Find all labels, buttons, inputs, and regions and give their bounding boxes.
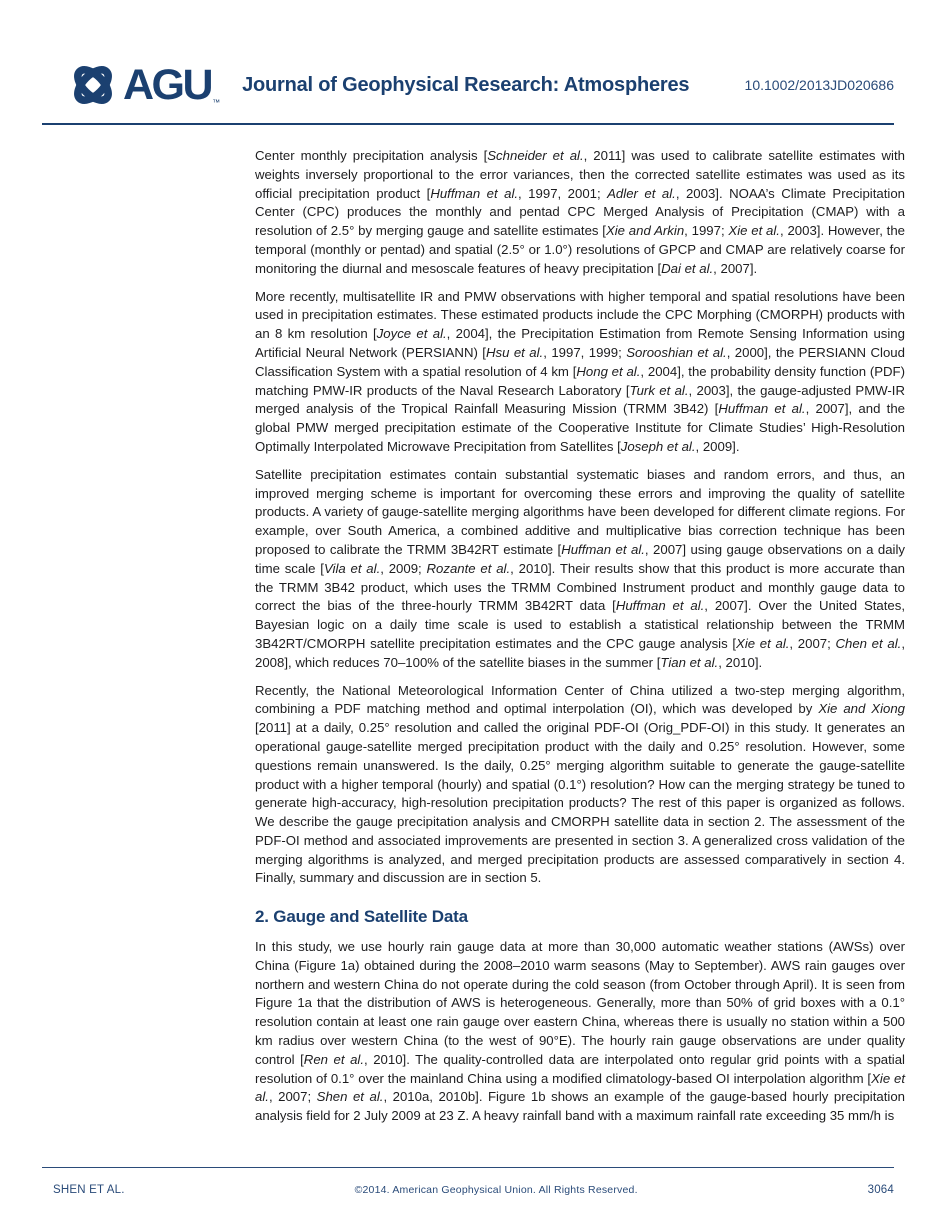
paragraph: Recently, the National Meteorological Information Center of China utilized a two-step merging algorithm, combining a PDF matching method and optimal interpolation (OI), which was developed by Xie and Xiong [2011] at a daily, 0.25° resolution and called the original PDF-OI (Orig_PDF-OI) in this study. It generates an operational gauge-satellite merged precipitation product with the daily and 0.25° resolution. However, some questions remain unanswered. Is the daily, 0.25° merging algorithm suitable to generate the gauge-satellite product with a higher temporal (hourly) and spatial (0.1°) resolution? How can the merging strategy be tuned to generate high-accuracy, high-resolution precipitation products? The rest of this paper is organized as follows. We describe the gauge precipitation analysis and CMORPH satellite data in section 2. The assessment of the PDF-OI method and associated improvements are presented in section 3. A generalized cross validation of the merging algorithms is analyzed, and merged precipitation products are assessed comparatively in section 4. Finally, summary and discussion are in section 5. <box>255 682 905 886</box>
citation-author: Huffman et al. <box>718 401 806 417</box>
citation-author: Xie et al. <box>736 635 790 651</box>
citation-author: Dai et al. <box>661 260 714 276</box>
section-heading: 2. Gauge and Satellite Data <box>255 907 468 927</box>
citation-author: Hsu et al. <box>485 344 544 360</box>
citation-author: Xie et al. <box>728 223 780 239</box>
journal-title: Journal of Geophysical Research: Atmospheres <box>242 73 690 96</box>
citation-author: Rozante et al. <box>426 560 511 576</box>
doi-text: 10.1002/2013JD020686 <box>744 77 894 93</box>
agu-logo-text: AGU <box>123 60 212 109</box>
article-body <box>255 147 905 1135</box>
footer-copyright: ©2014. American Geophysical Union. All Rights Reserved. <box>354 1184 638 1196</box>
citation-author: Xie et al. <box>255 1070 905 1105</box>
footer-divider <box>42 1167 894 1168</box>
citation-author: Joseph et al. <box>620 438 696 454</box>
citation-author: Turk et al. <box>629 382 689 398</box>
footer-authors: SHEN ET AL. <box>53 1184 125 1196</box>
citation-author: Vila et al. <box>323 560 381 576</box>
agu-logo <box>66 58 220 112</box>
paragraph: Satellite precipitation estimates contain substantial systematic biases and random errors, and thus, an improved merging scheme is important for overcoming these errors and improving the quality of satellite products. A variety of gauge-satellite merging algorithms have been developed for different climate regions. For example, over South America, a combined additive and multiplicative bias correction technique has been proposed to calibrate the TRMM 3B42RT estimate [Huffman et al., 2007] using gauge observations on a daily time scale [Vila et al., 2009; Rozante et al., 2010]. Their results show that this product is more accurate than the TRMM 3B42 product, which uses the TRMM Combined Instrument product and monthly gauge data to correct the bias of the three-hourly TRMM 3B42RT data [Huffman et al., 2007]. Over the United States, Bayesian logic on a daily time scale is used to establish a statistical relationship between the TRMM 3B42RT/CMORPH satellite precipitation estimates and the CPC gauge analysis [Xie et al., 2007; Chen et al., 2008], which reduces 70–100% of the satellite biases in the summer [Tian et al., 2010]. <box>255 466 906 670</box>
citation-author: Chen et al. <box>835 635 902 651</box>
citation-author: Ren et al. <box>303 1051 364 1067</box>
page-footer <box>53 1184 894 1196</box>
citation-author: Adler et al. <box>607 185 676 201</box>
citation-author: Huffman et al. <box>430 185 519 201</box>
citation-author: Huffman et al. <box>615 598 705 614</box>
citation-author: Shen et al. <box>316 1089 384 1105</box>
journal-header <box>66 54 894 116</box>
citation-author: Joyce et al. <box>376 326 447 342</box>
agu-emblem-icon <box>66 58 120 112</box>
citation-author: Hong et al. <box>576 363 641 379</box>
header-divider <box>42 123 894 125</box>
citation-author: Sorooshian et al. <box>626 344 727 360</box>
footer-page-number: 3064 <box>867 1184 894 1196</box>
citation-author: Tian et al. <box>660 654 719 670</box>
paragraph: More recently, multisatellite IR and PMW observations with higher temporal and spatial resolutions have been used in precipitation estimates. These estimated products include the CPC Morphing (CMORPH) products with an 8 km resolution [Joyce et al., 2004], the Precipitation Estimation from Remote Sensing Information using Artificial Neural Network (PERSIANN) [Hsu et al., 1997, 1999; Sorooshian et al., 2000], the PERSIANN Cloud Classification System with a spatial resolution of 4 km [Hong et al., 2004], the probability density function (PDF) matching PMW-IR products of the Naval Research Laboratory [Turk et al., 2003], the gauge-adjusted PMW-IR merged analysis of the Tropical Rainfall Measuring Mission (TRMM 3B42) [Huffman et al., 2007], and the global PMW merged precipitation estimate of the Cooperative Institute for Climate Studies’ High-Resolution Optimally Interpolated Microwave Precipitation from Satellites [Joseph et al., 2009]. <box>255 288 906 454</box>
citation-author: Huffman et al. <box>561 541 645 557</box>
citation-author: Schneider et al. <box>487 148 584 163</box>
trademark-symbol: ™ <box>212 98 221 107</box>
paragraph: Center monthly precipitation analysis [Schneider et al., 2011] was used to calibrate satellite estimates with weights inversely proportional to the error variances, then the corrected satellite estimates was used as its official precipitation product [Huffman et al., 1997, 2001; Adler et al., 2003]. NOAA’s Climate Precipitation Center (CPC) produces the monthly and pentad CPC Merged Analysis of Precipitation (CMAP) with a resolution of 2.5° by merging gauge and satellite estimates [Xie and Arkin, 1997; Xie et al., 2003]. However, the temporal (monthly or pentad) and spatial (2.5° or 1.0°) resolutions of GPCP and CMAP are relatively coarse for monitoring the diurnal and mesoscale features of heavy precipitation [Dai et al., 2007]. <box>255 148 905 276</box>
citation-author: Xie and Xiong <box>818 701 905 717</box>
paragraph: In this study, we use hourly rain gauge data at more than 30,000 automatic weather stations (AWSs) over China (Figure 1a) obtained during the 2008–2010 warm seasons (May to September). AWS rain gauges over northern and western China do not operate during the cold season (from October through April). It is seen from Figure 1a that the distribution of AWS is heterogeneous. Generally, more than 50% of grid boxes with a 0.1° resolution contain at least one rain gauge over eastern China, whereas there is usually no station within a 500 km radius over western China (to the west of 90°E). The hourly rain gauge observations are under quality control [Ren et al., 2010]. The quality-controlled data are interpolated onto regular grid points with a spatial resolution of 0.1° over the mainland China using a modified climatology-based OI interpolation algorithm [Xie et al., 2007; Shen et al., 2010a, 2010b]. Figure 1b shows an example of the gauge-based hourly precipitation analysis field for 2 July 2009 at 23 Z. A heavy rainfall band with a maximum rainfall rate exceeding 35 mm/h is <box>255 939 905 1124</box>
citation-author: Xie and Arkin <box>605 223 685 239</box>
